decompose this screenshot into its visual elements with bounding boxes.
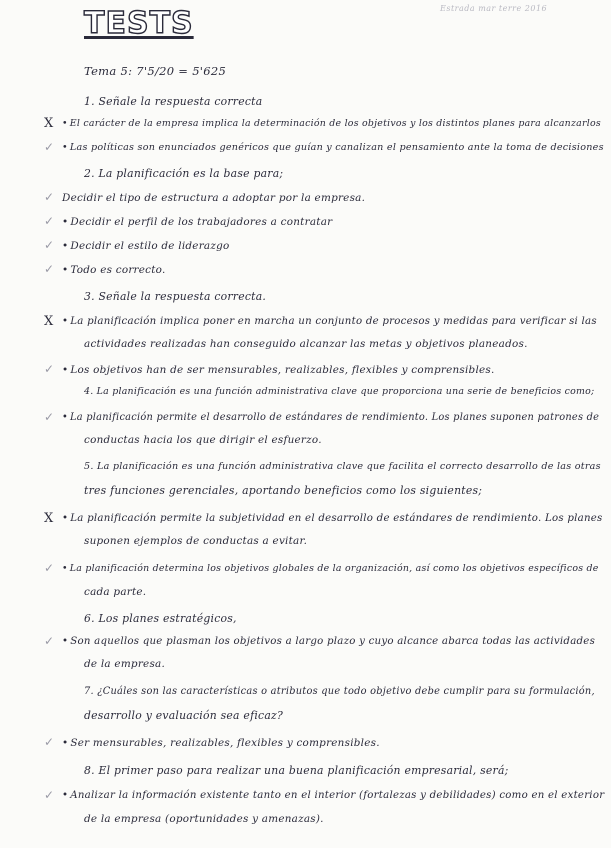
question-1: 1. Señale la respuesta correcta xyxy=(84,95,263,108)
answer-5a-cont: suponen ejemplos de conductas a evitar. xyxy=(84,535,308,547)
corner-note: Estrada mar terre 2016 xyxy=(440,4,548,13)
question-8: 8. El primer paso para realizar una buena planificación empresarial, será; xyxy=(84,764,509,777)
answer-7a: • Ser mensurables, realizables, flexibles y comprensibles. xyxy=(62,737,380,749)
answer-5b: • La planificación determina los objetivos globales de la organización, así como los objetivos específicos de xyxy=(62,563,599,574)
answer-3a: • La planificación implica poner en marcha un conjunto de procesos y medidas para verificar si las xyxy=(62,316,597,327)
check-mark: ✓ xyxy=(44,140,55,154)
question-7-cont: desarrollo y evaluación sea eficaz? xyxy=(84,709,283,722)
wrong-mark: X xyxy=(44,511,54,526)
answer-1b: • Las políticas son enunciados genéricos que guían y canalizan el pensamiento ante la toma de decisiones xyxy=(62,142,604,153)
question-3: 3. Señale la respuesta correcta. xyxy=(84,290,267,303)
check-mark: ✓ xyxy=(44,190,55,204)
check-mark: ✓ xyxy=(44,735,55,749)
answer-4a-cont: conductas hacia los que dirigir el esfuerzo. xyxy=(84,434,322,446)
wrong-mark: X xyxy=(44,314,54,329)
check-mark: ✓ xyxy=(44,410,55,424)
answer-2d: • Todo es correcto. xyxy=(62,264,166,276)
check-mark: ✓ xyxy=(44,262,55,276)
question-4: 4. La planificación es una función administrativa clave que proporciona una serie de beneficios como; xyxy=(84,386,595,397)
answer-3b: • Los objetivos han de ser mensurables, realizables, flexibles y comprensibles. xyxy=(62,364,495,376)
check-mark: ✓ xyxy=(44,214,55,228)
check-mark: ✓ xyxy=(44,561,55,575)
answer-2c: • Decidir el estilo de liderazgo xyxy=(62,240,230,252)
answer-8a: • Analizar la información existente tanto en el interior (fortalezas y debilidades) como en el exterior xyxy=(62,790,605,801)
check-mark: ✓ xyxy=(44,362,55,376)
wrong-mark: X xyxy=(44,116,54,131)
answer-4a: • La planificación permite el desarrollo de estándares de rendimiento. Los planes suponen patrones de xyxy=(62,412,600,423)
question-5-cont: tres funciones gerenciales, aportando beneficios como los siguientes; xyxy=(84,484,483,497)
question-7: 7. ¿Cuáles son las características o atributos que todo objetivo debe cumplir para su formulación, xyxy=(84,686,595,697)
check-mark: ✓ xyxy=(44,788,55,802)
answer-2b: • Decidir el perfil de los trabajadores a contratar xyxy=(62,216,333,228)
answer-6a: • Son aquellos que plasman los objetivos a largo plazo y cuyo alcance abarca todas las actividades xyxy=(62,636,596,647)
question-2: 2. La planificación es la base para; xyxy=(84,167,284,180)
check-mark: ✓ xyxy=(44,238,55,252)
answer-5b-cont: cada parte. xyxy=(84,586,147,598)
answer-2a: Decidir el tipo de estructura a adoptar por la empresa. xyxy=(62,192,366,204)
check-mark: ✓ xyxy=(44,634,55,648)
answer-5a: • La planificación permite la subjetividad en el desarrollo de estándares de rendimiento. Los planes xyxy=(62,513,603,524)
answer-3a-cont: actividades realizadas han conseguido alcanzar las metas y objetivos planeados. xyxy=(84,338,528,350)
question-5: 5. La planificación es una función administrativa clave que facilita el correcto desarrollo de las otras xyxy=(84,461,601,472)
answer-6a-cont: de la empresa. xyxy=(84,658,166,670)
answer-8a-cont: de la empresa (oportunidades y amenazas). xyxy=(84,813,324,825)
grade-label: Tema 5: 7'5/20 = 5'625 xyxy=(84,64,227,78)
question-6: 6. Los planes estratégicos, xyxy=(84,612,237,625)
page-title: TESTS xyxy=(84,6,194,41)
answer-1a: • El carácter de la empresa implica la determinación de los objetivos y los distintos planes para alcanzarlos xyxy=(62,118,601,129)
